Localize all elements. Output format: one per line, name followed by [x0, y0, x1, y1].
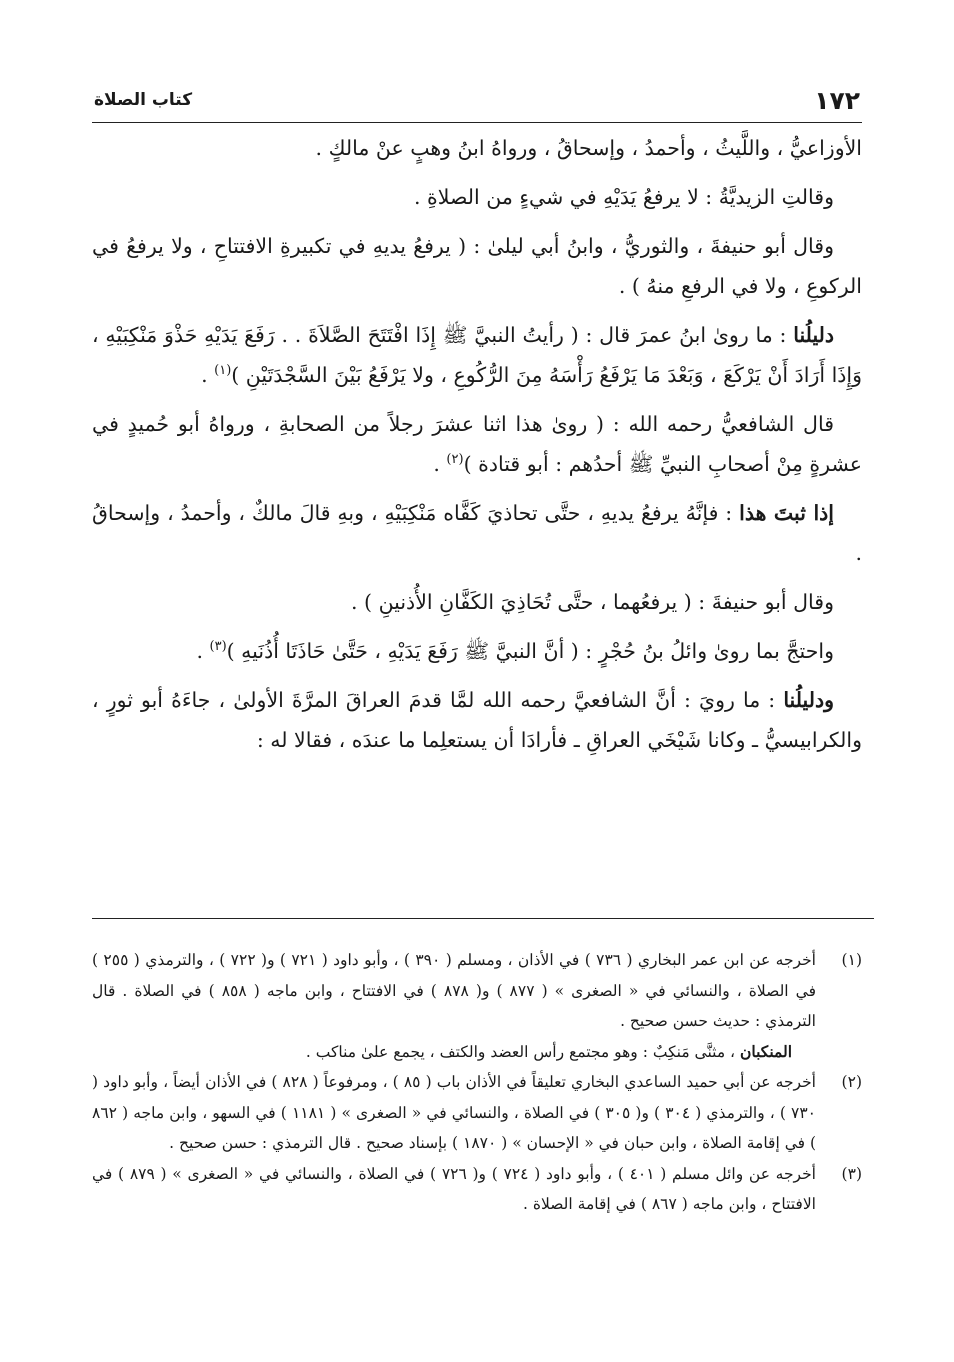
paragraph: وقال أبو حنيفةَ : ( يرفعُهما ، حتَّى تُحَاذِيَ الكَفَّانِ الأُذنينِ ) .	[351, 590, 834, 614]
paragraph	[92, 631, 862, 671]
paragraph-lead: ودليلُنا	[783, 688, 834, 712]
paragraph-lead: إذا ثبتَ هذا	[739, 501, 834, 525]
paragraph: الأوزاعيُّ ، واللَّيثُ ، وأحمدُ ، وإسحاقُ ، ورواهُ ابنُ وهبٍ عنْ مالكٍ .	[315, 136, 862, 160]
paragraph-end: .	[433, 452, 447, 476]
footnote-gloss	[92, 1037, 862, 1068]
footnote-text: أخرجه عن وائل مسلم ( ٤٠١ ) ، وأبو داود ( ٧٢٤ ) و( ٧٢٦ ) في الصلاة ، والنسائي في « الصغرى » ( ٨٧٩ ) في الافتتاح ، وابن ماجه ( ٨٦٧ ) في إقامة الصلاة .	[92, 1164, 816, 1213]
paragraph-text: قال الشافعيُّ رحمه الله : ( روىٰ هذا اثنا عشرَ رجلاً من الصحابةِ ، ورواهُ أبو حُميدٍ في عشرةٍ مِنْ أصحابِ النبيِّ ﷺ أحدُهم : أبو قتادة )	[92, 412, 862, 476]
footnote	[92, 945, 862, 1037]
footnote-number: (٢)	[841, 1073, 862, 1091]
footnotes-divider	[92, 918, 874, 919]
paragraph-lead: دليلُنا	[793, 323, 834, 347]
paragraph-text: : فإنَّهُ يرفعُ يديهِ ، حتَّى تحاذيَ كَفَّاه مَنْكِبَيْهِ ، وبهِ قالَ مالكٌ ، وأحمدُ ، وإسحاقُ .	[92, 501, 862, 565]
paragraph-text: : ما روىٰ ابنُ عمرَ قال : ( رأيتُ النبيَّ ﷺ إِذَا افْتَتَحَ الصَّلاَةَ . . رَفَعَ يَدَيْهِ حَذْوَ مَنْكِبَيْهِ ، وَإِذَا أَرَادَ أَنْ يَرْكَعَ ، وَبَعْدَ مَا يَرْفَعُ رَأْسَهُ مِنَ الرُّكُوعِ ، ولا يَرْفَعُ بَيْنَ السَّجْدَتَيْنِ )	[92, 323, 862, 387]
page-number: ١٧٢	[814, 86, 860, 115]
paragraph-text: واحتجَّ بما روىٰ وائلُ بنُ حُجْرٍ : ( أنَّ النبيَّ ﷺ رَفَعَ يَدَيْهِ ، حَتَّىٰ حَاذَتَا أُذُنَيهِ )	[226, 639, 834, 663]
footnote	[92, 1067, 862, 1159]
paragraph-end: .	[196, 639, 210, 663]
page-header	[92, 80, 862, 123]
paragraph	[92, 315, 862, 395]
footnotes	[92, 945, 862, 1220]
main-text	[92, 128, 862, 769]
footnote-ref: (٣)	[209, 639, 227, 655]
gloss-text: ، مثنَّى مَنكِبٌ : وهو مجتمع رأس العضد والكتف ، يجمع علىٰ مناكب .	[305, 1042, 740, 1061]
footnote-ref: (٢)	[446, 452, 464, 468]
footnote-number: (١)	[841, 951, 862, 969]
paragraph	[92, 493, 862, 573]
paragraph: وقالتِ الزيديَّةُ : لا يرفعُ يَدَيْهِ في شيءٍ من الصلاةِ .	[414, 185, 834, 209]
running-title: كتاب الصلاة	[94, 90, 193, 110]
paragraph-end: .	[201, 363, 215, 387]
footnote-ref: (١)	[214, 363, 232, 379]
paragraph-text: : ما رويَ : أنَّ الشافعيَّ رحمه الله لمَّا قدمَ العراقَ المرَّةَ الأولىٰ ، جاءَهُ أبو ثورٍ ، والكرابيسيُّ ـ وكانا شَيْخَي العراقِ ـ فأرادَا أن يستعلِما ما عندَه ، فقالا له :	[92, 688, 862, 752]
paragraph: وقال أبو حنيفةَ ، والثوريُّ ، وابنُ أبي ليلىٰ : ( يرفعُ يديهِ في تكبيرةِ الافتتاحِ ، ولا يرفعُ في الركوعِ ، ولا في الرفعِ منهُ ) .	[92, 234, 862, 298]
footnote-number: (٣)	[841, 1164, 862, 1183]
gloss-term: المنكبان	[739, 1041, 792, 1061]
paragraph	[92, 404, 862, 484]
footnote	[92, 1159, 862, 1220]
footnote-text: أخرجه عن ابن عمر البخاري ( ٧٣٦ ) في الأذان ، ومسلم ( ٣٩٠ ) ، وأبو داود ( ٧٢١ ) و( ٧٢٢ ) ، والترمذي ( ٢٥٥ ) في الصلاة ، والنسائي في « الصغرى » ( ٨٧٧ ) و( ٨٧٨ ) في الافتتاح ، وابن ماجه ( ٨٥٨ ) في الصلاة . قال الترمذي : حديث حسن صحيح .	[92, 951, 816, 1030]
paragraph	[92, 680, 862, 760]
footnote-text: أخرجه عن أبي حميد الساعدي البخاري تعليقاً في الأذان باب ( ٨٥ ) ، ومرفوعاً ( ٨٢٨ ) في الأذان أيضاً ، وأبو داود ( ٧٣٠ ) ، والترمذي ( ٣٠٤ ) و( ٣٠٥ ) في الصلاة ، والنسائي في « الصغرى » ( ١١٨١ ) في السهو ، وابن ماجه ( ٨٦٢ ) في إقامة الصلاة ، وابن حبان في « الإحسان » ( ١٨٧٠ ) بإسناد صحيح . قال الترمذي : حسن صحيح .	[92, 1073, 816, 1152]
